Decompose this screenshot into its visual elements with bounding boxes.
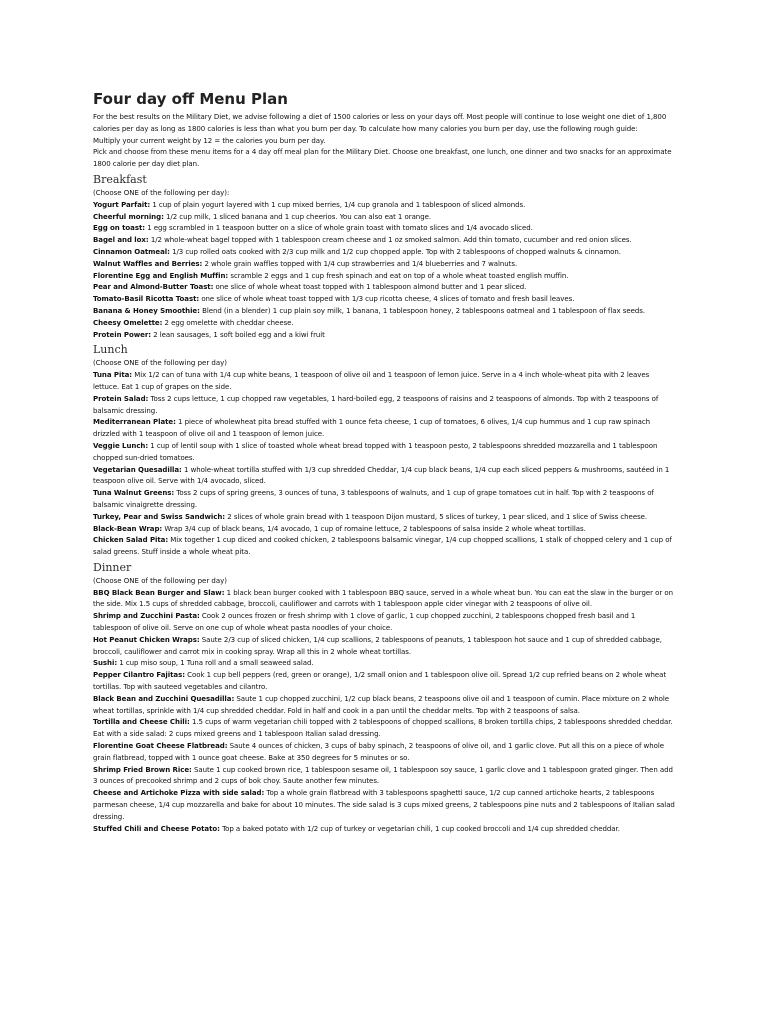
menu-item-label: Tomato-Basil Ricotta Toast: (93, 295, 200, 304)
menu-item (93, 200, 675, 212)
menu-item-label: Yogurt Parfait: (93, 200, 151, 209)
menu-item (93, 588, 675, 612)
menu-item (93, 370, 675, 394)
menu-item-label: BBQ Black Bean Burger and Slaw: (93, 588, 225, 597)
menu-item-text: Saute 1 cup chopped zucchini, 1/2 cup black beans, 2 teaspoons olive oil and 1 teaspoon of cumin. Place mixture on 2 whole wheat tortillas, sprinkle with 1/4 cup shredded cheddar. Fold in half and cook in a pan until the cheddar melts. Top with 2 teaspoons of salsa. (93, 694, 669, 715)
menu-item-label: Sushi: (93, 659, 118, 668)
menu-item (93, 765, 675, 789)
menu-section-dinner (93, 561, 675, 836)
section-heading: Lunch (93, 343, 128, 357)
menu-item-text: Toss 2 cups of spring greens, 3 ounces of tuna, 3 tablespoons of walnuts, and 1 cup of grape tomatoes cut in half. Top with 2 teaspoons of balsamic vinaigrette dressing. (93, 489, 654, 509)
menu-item (93, 824, 675, 836)
intro-formula: Multiply your current weight by 12 = the calories you burn per day. (93, 136, 326, 145)
menu-item-text: scramble 2 eggs and 1 cup fresh spinach and eat on top of a whole wheat toasted english muffin. (228, 271, 569, 280)
menu-item-label: Black Bean and Zucchini Quesadilla: (93, 694, 235, 703)
menu-item-text: 1/2 whole-wheat bagel topped with 1 tablespoon cream cheese and 1 oz smoked salmon. Add thin tomato, cucumber and red onion slices. (148, 236, 632, 245)
menu-item (93, 524, 675, 536)
menu-item-label: Tuna Walnut Greens: (93, 489, 175, 498)
page-title: Four day off Menu Plan (93, 90, 288, 108)
menu-item-label: Cheese and Artichoke Pizza with side salad: (93, 789, 265, 798)
menu-item-label: Tortilla and Cheese Chili: (93, 718, 190, 727)
menu-item-label: Black-Bean Wrap: (93, 524, 163, 533)
menu-item-text: Mix together 1 cup diced and cooked chicken, 2 tablespoons balsamic vinegar, 1/4 cup chopped scallions, 1 stalk of chopped celery and 1 cup of salad greens. Stuff inside a whole wheat pita. (93, 536, 672, 557)
menu-item (93, 611, 675, 635)
menu-item-label: Florentine Goat Cheese Flatbread: (93, 742, 228, 751)
menu-item-label: Egg on toast: (93, 224, 146, 233)
menu-item-label: Cinnamon Oatmeal: (93, 247, 170, 256)
menu-item (93, 441, 675, 465)
menu-item-text: Saute 2/3 cup of sliced chicken, 1/4 cup scallions, 2 tablespoons of peanuts, 1 tablespoon hot sauce and 1 cup of shredded cabbage, broccoli, cauliflower and carrot mix in cooking spray. Wrap all this in 2 whole wheat tortillas. (93, 635, 662, 656)
menu-section-lunch (93, 343, 675, 559)
menu-item-label: Turkey, Pear and Swiss Sandwich: (93, 512, 226, 521)
menu-item-text: Blend (in a blender) 1 cup plain soy milk, 1 banana, 1 tablespoon honey, 2 tablespoons oatmeal and 1 tablespoon of flax seeds. (199, 306, 646, 315)
menu-item-label: Pear and Almond-Butter Toast: (93, 283, 214, 292)
menu-item-text: 1 cup of plain yogurt layered with 1 cup mixed berries, 1/4 cup granola and 1 tablespoon of sliced almonds. (150, 200, 526, 209)
document-page (93, 89, 675, 835)
menu-item (93, 465, 675, 489)
menu-item-label: Shrimp and Zucchini Pasta: (93, 612, 200, 621)
menu-item (93, 717, 675, 741)
menu-item-text: Cook 1 cup bell peppers (red, green or orange), 1/2 small onion and 1 tablespoon olive oil. Spread 1/2 cup refried beans on 2 whole wheat tortillas. Top with sauteed vegetables and cilantro. (93, 671, 667, 692)
menu-item-text: 1 cup miso soup, 1 Tuna roll and a small seaweed salad. (117, 659, 314, 668)
menu-item-label: Banana & Honey Smoothie: (93, 306, 200, 315)
menu-item (93, 294, 675, 306)
menu-item-label: Protein Salad: (93, 394, 149, 403)
menu-item-text: 1/3 cup rolled oats cooked with 2/3 cup milk and 1/2 cup chopped apple. Top with 2 tablespoons of chopped walnuts & cinnamon. (169, 247, 621, 256)
menu-item (93, 394, 675, 418)
section-heading: Breakfast (93, 172, 147, 186)
intro-paragraph: For the best results on the Military Diet, we advise following a diet of 1500 calories or less on your days off. Most people will continue to lose weight one diet of 1,800 calories per day as long as 1800 calories is less than what you burn per day. To calculate how many calories you burn per day, use the following rough guide: (93, 113, 667, 133)
menu-item-text: 2 egg omelette with cheddar cheese. (162, 318, 294, 327)
menu-item-text: one slice of whole wheat toast topped with 1 tablespoon almond butter and 1 pear sliced. (213, 283, 527, 292)
menu-item (93, 658, 675, 670)
menu-item-label: Mediterranean Plate: (93, 418, 176, 427)
menu-item-label: Tuna Pita: (93, 371, 133, 380)
menu-item-text: 1/2 cup milk, 1 sliced banana and 1 cup cheerios. You can also eat 1 orange. (163, 212, 432, 221)
menu-item-text: Saute 4 ounces of chicken, 3 cups of baby spinach, 2 teaspoons of olive oil, and 1 garlic clove. Put all this on a piece of whole grain flatbread, topped with 1 ounce goat cheese. Bake at 350 degrees for 5 minutes or so. (93, 742, 665, 762)
menu-item-label: Hot Peanut Chicken Wraps: (93, 635, 200, 644)
menu-item (93, 741, 675, 765)
menu-item (93, 535, 675, 559)
menu-item-label: Walnut Waffles and Berries: (93, 259, 203, 268)
menu-item-label: Veggie Lunch: (93, 441, 149, 450)
menu-item (93, 271, 675, 283)
menu-item-label: Protein Power: (93, 330, 152, 339)
menu-section-breakfast (93, 173, 675, 341)
section-instruction: (Choose ONE of the following per day) (93, 359, 228, 368)
menu-item-label: Bagel and lox: (93, 236, 149, 245)
menu-item-label: Cheerful morning: (93, 212, 164, 221)
menu-item-text: Top a baked potato with 1/2 cup of turkey or vegetarian chili, 1 cup cooked broccoli and 1/4 cup shredded cheddar. (219, 824, 620, 833)
menu-item (93, 330, 675, 342)
menu-item (93, 223, 675, 235)
menu-item-label: Florentine Egg and English Muffin: (93, 271, 229, 280)
menu-item-text: 1 whole-wheat tortilla stuffed with 1/3 cup shredded Cheddar, 1/4 cup black beans, 1/4 cup each sliced peppers & mushrooms, sautéed in 1 teaspoon olive oil. Serve with 1/4 avocado, sliced. (93, 465, 670, 486)
menu-sections (93, 173, 675, 835)
menu-item-label: Shrimp Fried Brown Rice: (93, 765, 192, 774)
menu-item-text: Top a whole grain flatbread with 3 tablespoons spaghetti sauce, 1/2 cup canned artichoke hearts, 2 tablespoons parmesan cheese, 1/4 cup mozzarella and bake for about 10 minutes. The side salad is 3 cups mixed greens, 2 tablespoons pine nuts and 2 tablespoons of Italian salad dressing. (93, 789, 675, 821)
menu-item-label: Cheesy Omelette: (93, 318, 163, 327)
section-instruction: (Choose ONE of the following per day): (93, 188, 230, 197)
menu-item-label: Stuffed Chili and Cheese Potato: (93, 824, 220, 833)
menu-item-text: 2 whole grain waffles topped with 1/4 cup strawberries and 1/4 blueberries and 7 walnuts. (202, 259, 518, 268)
intro-instructions: Pick and choose from these menu items for a 4 day off meal plan for the Military Diet. Choose one breakfast, one lunch, one dinner and two snacks for an approximate 1800 calorie per day diet plan. (93, 148, 672, 169)
menu-item (93, 247, 675, 259)
menu-item (93, 212, 675, 224)
menu-item (93, 694, 675, 718)
menu-item-text: Wrap 3/4 cup of black beans, 1/4 avocado, 1 cup of romaine lettuce, 2 tablespoons of salsa inside 2 whole wheat tortillas. (162, 524, 586, 533)
menu-item-text: Mix 1/2 can of tuna with 1/4 cup white beans, 1 teaspoon of olive oil and 1 teaspoon of lemon juice. Serve in a 4 inch whole-wheat pita with 2 leaves lettuce. Eat 1 cup of grapes on the side. (93, 371, 650, 391)
menu-item-text: Cook 2 ounces frozen or fresh shrimp with 1 clove of garlic, 1 cup chopped zucchini, 2 tablespoons chopped fresh basil and 1 tablespoon of olive oil. Serve on one cup of whole wheat pasta noodles of your choice. (93, 612, 636, 633)
menu-item (93, 306, 675, 318)
menu-item (93, 318, 675, 330)
menu-item (93, 488, 675, 512)
menu-item (93, 282, 675, 294)
menu-item-text: 1 piece of wholewheat pita bread stuffed with 1 ounce feta cheese, 1 cup of tomatoes, 6 olives, 1/4 cup hummus and 1 cup raw spinach drizzled with 1 teaspoon of olive oil and 1 teaspoon of lemon juice. (93, 418, 651, 439)
section-instruction: (Choose ONE of the following per day) (93, 576, 228, 585)
menu-item (93, 635, 675, 659)
menu-item-label: Chicken Salad Pita: (93, 536, 169, 545)
menu-item-text: Saute 1 cup cooked brown rice, 1 tablespoon sesame oil, 1 tablespoon soy sauce, 1 garlic clove and 1 tablespoon grated ginger. Then add 3 ounces of precooked shrimp and 2 cups of bok choy. Saute another few minutes. (93, 765, 673, 786)
menu-item-label: Pepper Cilantro Fajitas: (93, 671, 185, 680)
menu-item-text: 1 egg scrambled in 1 teaspoon butter on a slice of whole grain toast with tomato slices and 1/4 avocado sliced. (145, 224, 533, 233)
menu-item-text: 1 cup of lentil soup with 1 slice of toasted whole wheat bread topped with 1 teaspoon pesto, 2 tablespoons shredded mozzarella and 1 tablespoon chopped sun-dried tomatoes. (93, 441, 658, 462)
menu-item (93, 670, 675, 694)
menu-item-label: Vegetarian Quesadilla: (93, 465, 182, 474)
menu-item (93, 259, 675, 271)
menu-item-text: 1.5 cups of warm vegetarian chili topped with 2 tablespoons of chopped scallions, 8 broken tortilla chips, 2 tablespoons shredded cheddar. Eat with a side salad: 2 cups mixed greens and 1 tablespoon Italian salad dressing. (93, 718, 673, 739)
menu-item (93, 235, 675, 247)
menu-item (93, 417, 675, 441)
menu-item-text: 2 slices of whole grain bread with 1 teaspoon Dijon mustard, 5 slices of turkey, 1 pear sliced, and 1 slice of Swiss cheese. (225, 512, 648, 521)
menu-item-text: 1 black bean burger cooked with 1 tablespoon BBQ sauce, served in a whole wheat bun. You can eat the slaw in the burger or on the side. Mix 1.5 cups of shredded cabbage, broccoli, cauliflower and carrots with 1 tablespoon apple cider vinegar with 2 teaspoons of olive oil. (93, 588, 673, 609)
menu-item (93, 512, 675, 524)
menu-item-text: one slice of whole wheat toast topped with 1/3 cup ricotta cheese, 4 slices of tomato and fresh basil leaves. (199, 295, 575, 304)
menu-item (93, 788, 675, 823)
menu-item-text: Toss 2 cups lettuce, 1 cup chopped raw vegetables, 1 hard-boiled egg, 2 teaspoons of raisins and 2 teaspoons of almonds. Top with 2 teaspoons of balsamic dressing. (93, 394, 659, 415)
menu-item-text: 2 lean sausages, 1 soft boiled egg and a kiwi fruit (151, 330, 325, 339)
section-heading: Dinner (93, 560, 132, 574)
